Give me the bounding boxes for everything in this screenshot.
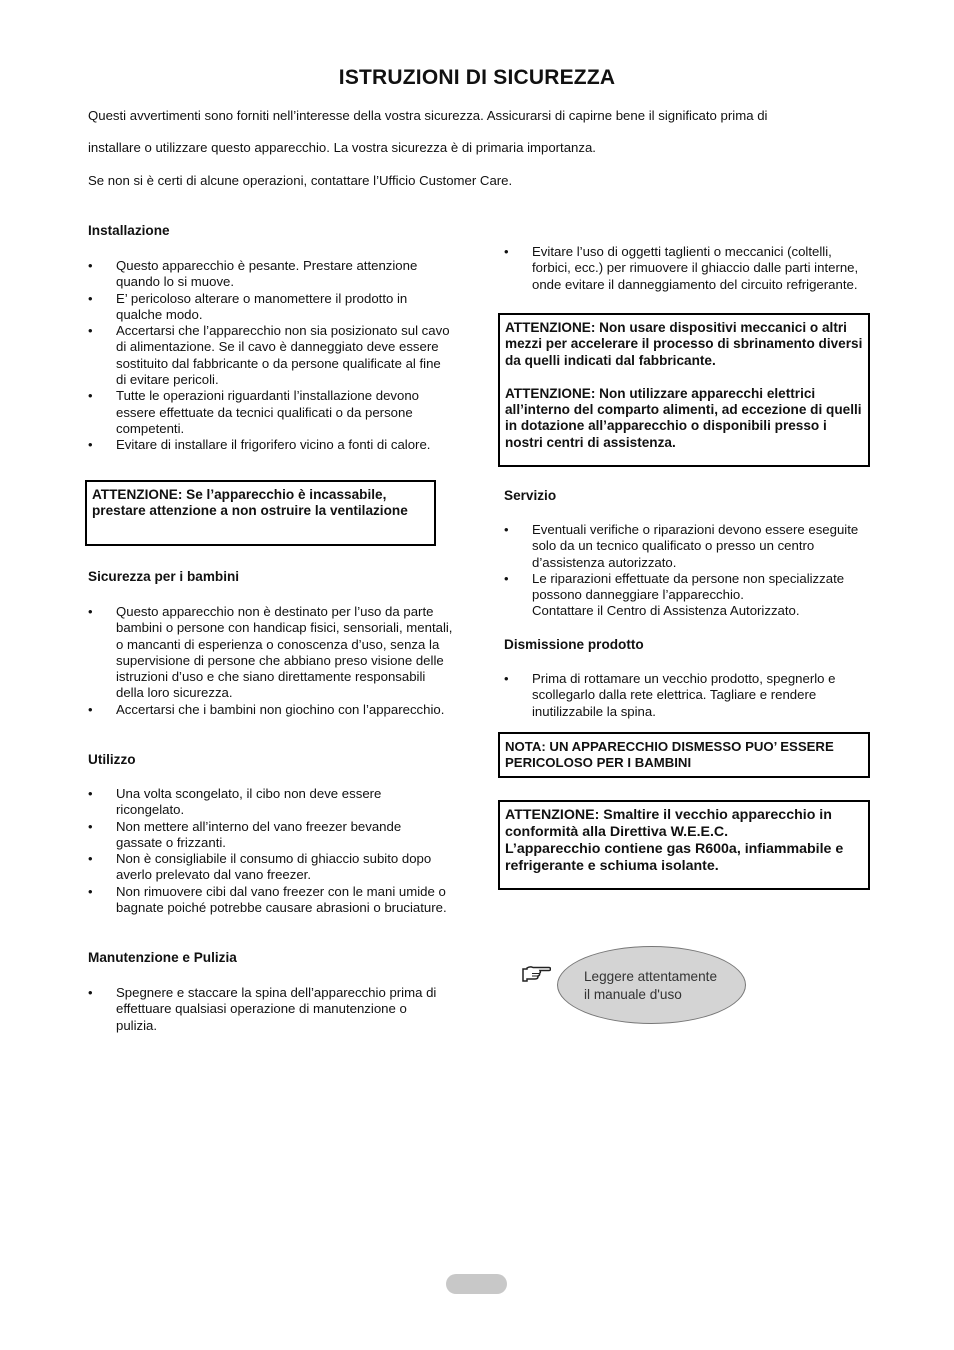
nota-text: NOTA: UN APPARECCHIO DISMESSO PUO’ ESSERE PERICOLOSO PER I BAMBINI (505, 739, 834, 771)
heading-bambini: Sicurezza per i bambini (88, 569, 240, 584)
heading-servizio: Servizio (504, 488, 557, 503)
list-item: • Non è consigliabile il consumo di ghiaccio subito dopo averlo prelevato dal vano freezer. (88, 851, 450, 884)
warning-text: ATTENZIONE: Non usare dispositivi meccanici o altri mezzi per accelerare il processo di sbrinamento diversi da quelli indicati dal fabbricante. (505, 320, 863, 368)
heading-utilizzo: Utilizzo (88, 752, 136, 767)
pointing-hand-icon (521, 963, 551, 983)
intro-line-2: installare o utilizzare questo apparecchio. La vostra sicurezza è di primaria importanza. (88, 140, 596, 155)
nota-box (498, 732, 870, 778)
list-item: • Evitare di installare il frigorifero vicino a fonti di calore. (88, 437, 450, 453)
list-item: • Tutte le operazioni riguardanti l’installazione devono essere effettuate da tecnici qualificati o da persone competenti. (88, 388, 450, 437)
heading-manutenzione: Manutenzione e Pulizia (88, 950, 237, 965)
weee-text-2: L’apparecchio contiene gas R600a, infiammabile e refrigerante e schiuma isolante. (505, 841, 844, 874)
manual-note-line-1: Leggere attentamente (584, 969, 718, 984)
weee-box (498, 800, 870, 890)
heading-dismissione: Dismissione prodotto (504, 637, 644, 652)
list-item: • Spegnere e staccare la spina dell’apparecchio prima di effettuare qualsiasi operazione di manutenzione o pulizia. (88, 985, 450, 1034)
weee-text-1: ATTENZIONE: Smaltire il vecchio apparecchio in conformità alla Direttiva W.E.E.C. (505, 807, 832, 840)
intro-line-1: Questi avvertimenti sono forniti nell’interesse della vostra sicurezza. Assicurarsi di capirne bene il significato prima di (88, 108, 768, 123)
utilizzo-list (88, 786, 450, 916)
manual-note-line-2: il manuale d'uso (584, 987, 682, 1002)
list-item: • Questo apparecchio non è destinato per l’uso da parte bambini o persone con handicap fisici, sensoriali, mentali, o mancanti di esperienza o conoscenza d’uso, senza la supervisione di persone che abbiano preso visione delle istruzioni d’uso e che siano direttamente responsabili della loro sicurezza. (88, 604, 453, 702)
list-item: • E’ pericoloso alterare o manomettere il prodotto in qualche modo. (88, 291, 450, 324)
page-number-pill (446, 1274, 507, 1294)
intro-line-3: Se non si è certi di alcune operazioni, contattare l’Ufficio Customer Care. (88, 173, 513, 188)
manual-note-text (584, 968, 717, 1004)
list-item: • Non mettere all’interno del vano freezer bevande gassate o frizzanti. (88, 819, 450, 852)
page-title: ISTRUZIONI DI SICUREZZA (338, 66, 616, 89)
list-item: • Accertarsi che l’apparecchio non sia posizionato sul cavo di alimentazione. Se il cavo è danneggiato deve essere sostituito dal fabbricante o da persone qualificate al fine di evitare pericoli. (88, 323, 450, 388)
manutenzione-list (88, 985, 450, 1034)
list-item: • Eventuali verifiche o riparazioni devono essere eseguite solo da un tecnico qualificato o presso un centro d’assistenza autorizzato. (504, 522, 869, 571)
servizio-contact: Contattare il Centro di Assistenza Autorizzato. (532, 603, 800, 618)
warning-text: ATTENZIONE: Non utilizzare apparecchi elettrici all’interno del comparto alimenti, ad eccezione di quelli in dotazione all’apparecchio o disponibili presso i nostri centri di assistenza. (505, 385, 862, 450)
list-item: • Accertarsi che i bambini non giochino con l’apparecchio. (88, 702, 453, 718)
dismissione-list (504, 671, 869, 720)
servizio-list (504, 522, 869, 603)
list-item: • Prima di rottamare un vecchio prodotto, spegnerlo e scollegarlo dalla rete elettrica. Tagliare e rendere inutilizzabile la spina. (504, 671, 869, 720)
installazione-list (88, 258, 450, 454)
right-top-list (504, 244, 859, 293)
heading-installazione: Installazione (88, 223, 170, 238)
warning-box-incassabile (85, 480, 436, 546)
list-item: • Evitare l’uso di oggetti taglienti o meccanici (coltelli, forbici, ecc.) per rimuovere il ghiaccio dalle parti interne, onde evitare il danneggiamento del circuito refrigerante. (504, 244, 859, 293)
warning-text: ATTENZIONE: Se l’apparecchio è incassabile, prestare attenzione a non ostruire la ventilazione (92, 487, 408, 519)
warning-box-sbrinamento (498, 313, 870, 467)
list-item: • Una volta scongelato, il cibo non deve essere ricongelato. (88, 786, 450, 819)
list-item: • Non rimuovere cibi dal vano freezer con le mani umide o bagnate poiché potrebbe causare abrasioni o bruciature. (88, 884, 450, 917)
list-item: • Questo apparecchio è pesante. Prestare attenzione quando lo si muove. (88, 258, 450, 291)
list-item: • Le riparazioni effettuate da persone non specializzate possono danneggiare l’apparecchio. (504, 571, 869, 604)
bambini-list (88, 604, 453, 718)
